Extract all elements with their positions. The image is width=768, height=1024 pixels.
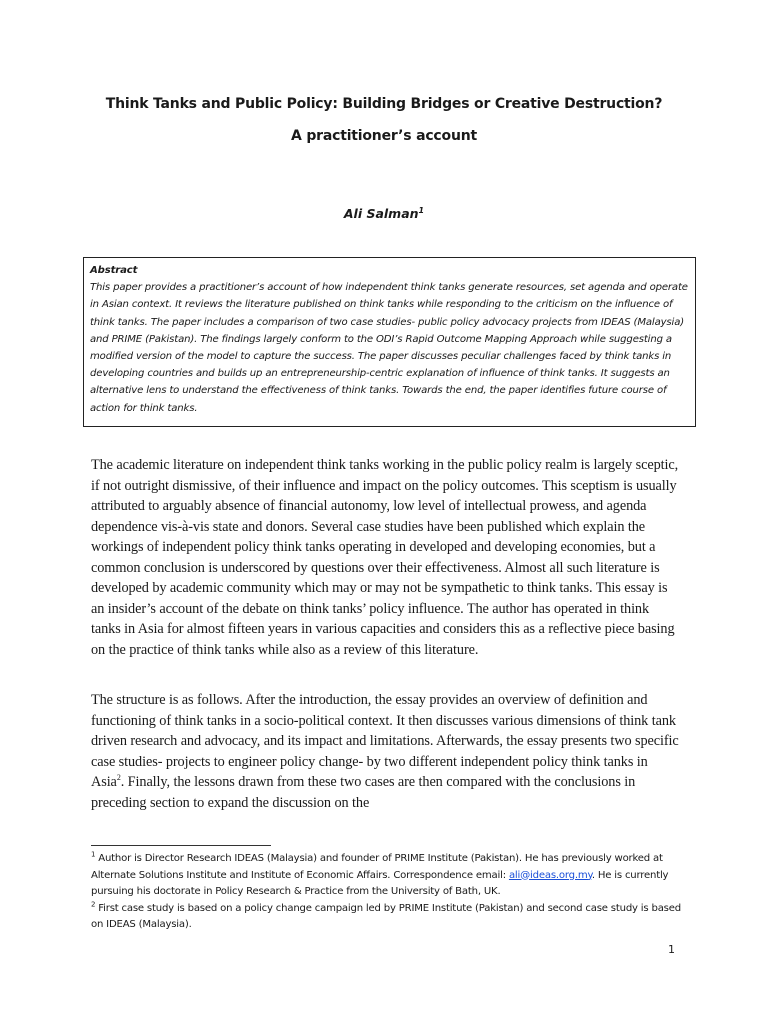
- paragraph-2-text-a: The structure is as follows. After the introduction, the essay provides an overview of definition and functioning of think tanks in a socio-political context. It then discusses various dimensions of think tank driven research and advocacy, and its impact and limitations. Afterwards, the essay presents two specific case studies- projects to engineer policy change- by two different independent policy think tanks in Asia: [91, 692, 679, 790]
- page-number: 1: [668, 943, 675, 956]
- body-paragraph-1: The academic literature on independent think tanks working in the public policy realm is largely sceptic, if not outright dismissive, of their influence and impact on the policy outcomes. This sceptism is usually attributed to arguably absence of financial autonomy, low level of intellectual prowess, and agenda dependence vis-à-vis state and donors. Several case studies have been published which explain the workings of independent policy think tanks operating in developed and developing economies, but a common conclusion is underscored by questions over their effectiveness. Almost all such literature is developed by academic community which may or may not be sympathetic to think tanks. This essay is an insider’s account of the debate on think tanks’ policy influence. The author has operated in think tanks in Asia for almost fifteen years in various capacities and considers this as a reflective piece basing on the practice of think tanks while also as a review of this literature.: [91, 457, 679, 658]
- author-name-text: Ali Salman: [343, 206, 419, 222]
- footnote-2-text: First case study is based on a policy change campaign led by PRIME Institute (Pakistan) and second case study is based on IDEAS (Malaysia).: [91, 902, 681, 930]
- paper-title: Think Tanks and Public Policy: Building Bridges or Creative Destruction?: [105, 96, 663, 112]
- footnote-2: [91, 901, 691, 934]
- footnote-1-mark: 1: [91, 850, 96, 859]
- body-paragraph-2: [91, 690, 681, 813]
- footnote-separator: [91, 845, 271, 846]
- author-footnote-mark: 1: [418, 206, 425, 215]
- footnote-1-text-a: Author is Director Research IDEAS (Malaysia) and founder of PRIME Institute (Pakistan). He has previously worked at Alternate Solutions Institute and Institute of Economic Affairs. Correspondence email:: [91, 853, 663, 881]
- paragraph-2-text-b: . Finally, the lessons drawn from these two cases are then compared with the conclusions in preceding section to expand the discussion on the: [91, 774, 636, 811]
- email-link[interactable]: ali@ideas.org.my: [508, 869, 592, 881]
- footnote-1: [91, 851, 691, 901]
- paper-subtitle: A practitioner’s account: [291, 128, 477, 144]
- footnotes: [91, 851, 691, 934]
- footnote-ref-2: 2: [116, 773, 121, 783]
- footnote-1-text-b: . He is currently pursuing his doctorate in Policy Research & Practice from the University of Bath, UK.: [91, 869, 669, 897]
- abstract-box: [83, 257, 696, 427]
- abstract-heading: Abstract: [90, 265, 138, 276]
- author-name: [0, 206, 768, 221]
- abstract-text: This paper provides a practitioner’s account of how independent think tanks generate resources, set agenda and operate in Asian context. It reviews the literature published on think tanks while responding to the criticism on the influence of think tanks. The paper includes a comparison of two case studies- public policy advocacy projects from IDEAS (Malaysia) and PRIME (Pakistan). The findings largely conform to the ODI’s Rapid Outcome Mapping Approach while suggesting a modified version of the model to capture the success. The paper discusses peculiar challenges faced by think tanks in developing countries and builds up an entrepreneurship-centric explanation of influence of think tanks. It suggests an alternative lens to understand the effectiveness of think tanks. Towards the end, the paper identifies future course of action for think tanks.: [90, 282, 688, 414]
- footnote-2-mark: 2: [91, 900, 96, 909]
